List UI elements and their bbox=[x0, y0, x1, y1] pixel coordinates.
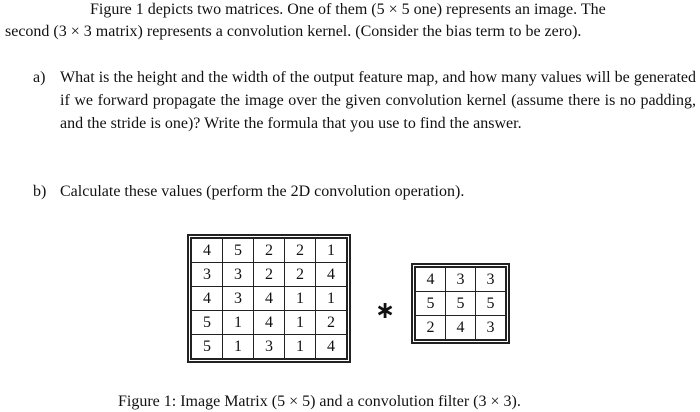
image-matrix-cell: 3 bbox=[191, 263, 223, 287]
kernel-matrix-row bbox=[415, 292, 506, 316]
intro-line-1: Figure 1 depicts two matrices. One of them (5 × 5 one) represents an image. The bbox=[90, 1, 606, 18]
image-matrix-cell: 2 bbox=[285, 238, 316, 263]
kernel-matrix-cell: 5 bbox=[476, 292, 507, 316]
image-matrix-cell: 4 bbox=[316, 335, 348, 360]
image-matrix-cell: 2 bbox=[254, 263, 285, 287]
image-matrix-cell: 3 bbox=[223, 263, 254, 287]
kernel-matrix-row bbox=[415, 316, 506, 341]
kernel-matrix-cell: 3 bbox=[476, 267, 507, 292]
image-matrix-cell: 3 bbox=[254, 335, 285, 360]
kernel-matrix-cell: 3 bbox=[476, 316, 507, 341]
kernel-matrix-cell: 3 bbox=[446, 267, 476, 292]
image-matrix-cell: 5 bbox=[223, 238, 254, 263]
image-matrix bbox=[190, 237, 348, 360]
image-matrix-cell: 4 bbox=[191, 287, 223, 311]
figure-caption: Figure 1: Image Matrix (5 × 5) and a convolution filter (3 × 3). bbox=[118, 393, 521, 410]
kernel-matrix-cell: 4 bbox=[446, 316, 476, 341]
image-matrix-cell: 5 bbox=[191, 335, 223, 360]
image-matrix-row bbox=[191, 311, 347, 335]
question-a-label: a) bbox=[33, 69, 46, 86]
image-matrix-row bbox=[191, 263, 347, 287]
question-a-text: What is the height and the width of the output feature map, and how many values will be generated if we forward propagate the image over the given convolution kernel (assume there is no padding, and the stride is one)? Write the formula that you use to find the answer. bbox=[60, 69, 696, 132]
kernel-matrix bbox=[414, 266, 507, 341]
image-matrix-cell: 1 bbox=[285, 287, 316, 311]
image-matrix-cell: 4 bbox=[254, 287, 285, 311]
kernel-matrix-row bbox=[415, 267, 506, 292]
convolution-operator: ∗ bbox=[375, 296, 396, 324]
image-matrix-cell: 2 bbox=[316, 311, 348, 335]
image-matrix-cell: 4 bbox=[191, 238, 223, 263]
image-matrix-cell: 4 bbox=[316, 263, 348, 287]
image-matrix-cell: 1 bbox=[316, 287, 348, 311]
image-matrix-row bbox=[191, 287, 347, 311]
image-matrix-cell: 1 bbox=[285, 335, 316, 360]
kernel-matrix-cell: 5 bbox=[415, 292, 446, 316]
image-matrix-cell: 1 bbox=[316, 238, 348, 263]
kernel-matrix-cell: 4 bbox=[415, 267, 446, 292]
image-matrix-row bbox=[191, 238, 347, 263]
image-matrix-cell: 1 bbox=[285, 311, 316, 335]
question-b-text: Calculate these values (perform the 2D convolution operation). bbox=[60, 183, 465, 200]
image-matrix-cell: 5 bbox=[191, 311, 223, 335]
kernel-matrix-cell: 5 bbox=[446, 292, 476, 316]
question-b-label: b) bbox=[33, 183, 47, 200]
image-matrix-cell: 3 bbox=[223, 287, 254, 311]
image-matrix-cell: 1 bbox=[223, 335, 254, 360]
kernel-matrix-cell: 2 bbox=[415, 316, 446, 341]
image-matrix-cell: 2 bbox=[285, 263, 316, 287]
image-matrix-cell: 2 bbox=[254, 238, 285, 263]
image-matrix-row bbox=[191, 335, 347, 360]
image-matrix-cell: 1 bbox=[223, 311, 254, 335]
image-matrix-cell: 4 bbox=[254, 311, 285, 335]
intro-line-2: second (3 × 3 matrix) represents a convolution kernel. (Consider the bias term to be zero). bbox=[5, 23, 582, 40]
